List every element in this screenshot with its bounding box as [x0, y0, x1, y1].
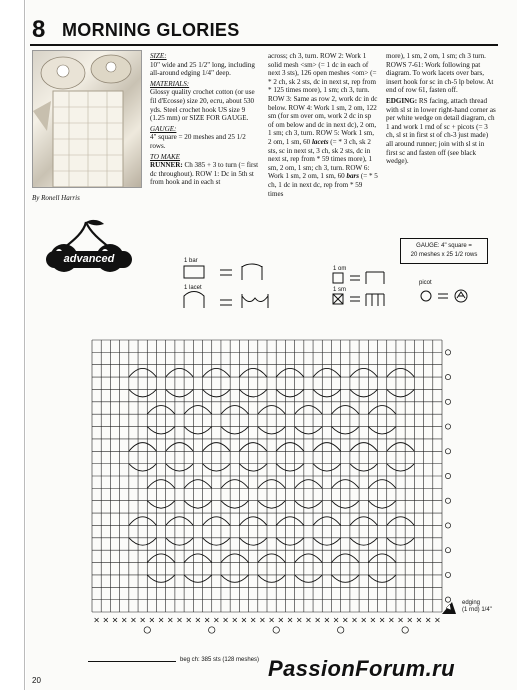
- key-bar-label: 1 bar: [184, 258, 198, 264]
- rows-text-a: across; ch 3, turn. ROW 2: Work 1 solid mesh <sm> (= 1 dc in each of next 3 sts), 126 open meshes <om> (= * 2 ch, sk 2 sts, dc in next st, rep from * 125 times more), 1 sm; ch 3, turn. ROW 3: Same as row 2, work dc in dc below. ROW 4: Work 1 sm, 2 om, 122 sm (for sm over om, work 2 dc in sp of om below and dc in next dc), 2 om, 1 sm; ch 3, turn. ROW 5: Work 1 sm, 2 om, 1 sm, 60: [268, 52, 378, 146]
- beg-ch-line: [88, 661, 176, 662]
- bars-term: bars: [346, 172, 360, 181]
- beg-ch-note: beg ch: 385 sts (128 meshes): [180, 657, 260, 663]
- edging-heading: EDGING:: [386, 96, 418, 105]
- picot-symbol-icon: [421, 290, 467, 302]
- edging-text: RS facing, attach thread with sl st in lower right-hand corner as per white wedge on detail diagram, ch 1 and work 1 rnd of sc + picots (= 3 ch, sl st in first st of ch-3 just made) all around runner; join with sl st in first sc and fasten off (see black wedge).: [386, 96, 496, 166]
- open-mesh-icon: [333, 272, 384, 284]
- key-sm-label: 1 sm: [333, 287, 347, 293]
- rows-text-e: (= * 5 ch, 1 dc in next dc, rep from * 59 times: [268, 172, 378, 198]
- to-make-heading: TO MAKE: [150, 152, 181, 161]
- lacet-symbol-icon: [184, 292, 268, 309]
- gauge-box-line-2: 20 meshes x 25 1/2 rows: [410, 252, 478, 258]
- size-heading: SIZE:: [150, 52, 167, 60]
- pattern-title: MORNING GLORIES: [62, 20, 240, 40]
- site-watermark: PassionForum.ru: [268, 656, 455, 681]
- edging-wedge-icon: [440, 596, 462, 618]
- bar-symbol-icon: [184, 264, 262, 280]
- page-number: 20: [32, 676, 41, 685]
- lacets-term: lacets: [311, 137, 329, 146]
- edging-note-line-2: (1 rnd) 1/4": [462, 607, 492, 613]
- key-lacet-label: 1 lacet: [184, 285, 202, 291]
- materials-text: Glossy quality crochet cotton (or use fil d'Ecosse) size 20, ecru, about 530 yds. Steel crochet hook US size 9 (1.25 mm) or SIZE FOR GAUGE.: [150, 88, 255, 123]
- edging-note-line-1: edging: [462, 600, 481, 606]
- key-om-label: 1 om: [333, 266, 347, 272]
- designer-credit: By Ronell Harris: [32, 194, 80, 202]
- runner-text: Ch 385 + 3 to turn (= first dc throughout). ROW 1: Dc in 5th st from hook and in each st: [150, 161, 259, 187]
- pattern-number: 8: [32, 16, 46, 43]
- rows-7-61-text: more), 1 sm, 2 om, 1 sm; ch 3 turn. ROWS 7-61: Work following pat diagram. To work lacets over bars, insert hook for sc in ch-5 lp below. At end of row 61, fasten off.: [386, 52, 494, 95]
- gauge-heading: GAUGE:: [150, 124, 177, 133]
- gauge-text: 4" square = 20 meshes and 25 1/2 rows.: [150, 133, 246, 150]
- runner-heading: RUNNER:: [150, 161, 183, 170]
- difficulty-label: advanced: [46, 251, 132, 268]
- size-text: 10" wide and 25 1/2" long, including all-around edging 1/4" deep.: [150, 60, 255, 78]
- rows-text-c: (= * 3 ch, sk 2 sts, sc in next st, 3 ch, sk 2 sts, dc in next st, rep from * 59 times more), 1 sm, 2 om, 1 sm; ch 3, turn. ROW 6: Work 1 sm, 2 om, 1 sm, 60: [268, 137, 373, 181]
- edging-note: [462, 600, 492, 614]
- key-picot-label: picot: [419, 280, 432, 286]
- gauge-box-line-1: GAUGE: 4" square =: [416, 243, 472, 249]
- solid-mesh-icon: [333, 294, 384, 306]
- materials-heading: MATERIALS:: [150, 79, 190, 88]
- filet-chart: [88, 336, 452, 638]
